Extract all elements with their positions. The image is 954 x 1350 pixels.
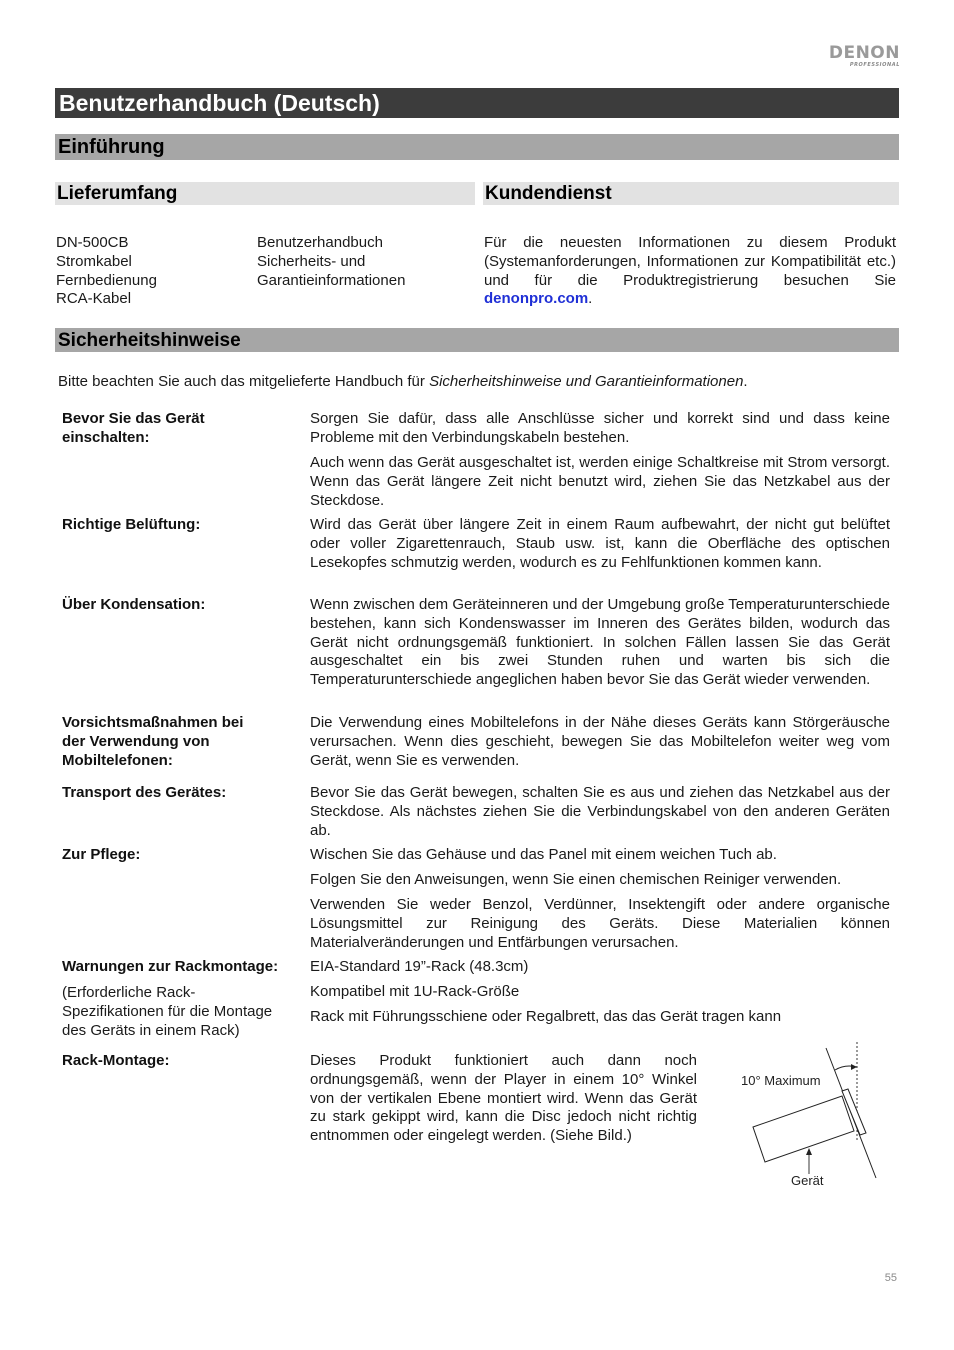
heading-kundendienst: Kundendienst xyxy=(483,182,899,205)
kundendienst-body: Für die neuesten Informationen zu diesem Produkt (Systemanforderungen, Informationen zur Kompatibilität etc.) und für die Produktregistrierung besuchen Sie xyxy=(484,234,896,289)
denon-logo xyxy=(828,44,900,68)
desc-kondensation: Wenn zwischen dem Geräteinneren und der Umgebung große Temperaturunterschiede bestehen, kann sich Kondenswasser im Inneren des Gerätes bilden, wodurch das Gerät nicht ordnungsgemäß funktioniert. In solchen Fällen lassen Sie das Gerät ausgeschaltet ein bis zwei Stunden ruhen und warten bis sich die Temperaturunterschiede angeglichen haben bevor Sie das Gerät wieder verwenden. xyxy=(310,596,890,689)
device-label: Gerät xyxy=(791,1173,824,1188)
label-mobiltelefone: Vorsichtsmaßnahmen bei der Verwendung von Mobiltelefonen: xyxy=(62,714,244,769)
denonpro-link[interactable]: denonpro.com xyxy=(484,290,589,308)
desc-bevor-einschalten-2: Auch wenn das Gerät ausgeschaltet ist, werden einige Schaltkreise mit Strom versorgt. Wenn das Gerät längere Zeit nicht benutzt wird, ziehen Sie das Netzkabel aus der Steckdose. xyxy=(310,454,890,509)
label-bevor-einschalten: Bevor Sie das Gerät einschalten: xyxy=(62,410,205,446)
list-item: Benutzerhandbuch xyxy=(257,234,383,251)
label-rack-montage: Rack-Montage: xyxy=(62,1052,170,1069)
desc-pflege-3: Verwenden Sie weder Benzol, Verdünner, Insektengift oder andere organische Lösungsmittel zur Reinigung des Geräts. Diese Materialien können Materialveränderungen und Entfärbungen verursachen. xyxy=(310,896,890,951)
desc-mobiltelefone: Die Verwendung eines Mobiltelefons in der Nähe dieses Geräts kann Störgeräusche verursachen. Wenn dies geschieht, bewegen Sie das Mobiltelefon weiter weg vom Gerät, wenn Sie es verwenden. xyxy=(310,714,890,769)
desc-belueftung: Wird das Gerät über längere Zeit in einem Raum aufbewahrt, der nicht gut belüftet oder voller Zigarettenrauch, Staub usw. ist, kann die Oberfläche des optischen Lesekopfes schmutzig werden, wodurch es zu Fehlfunktionen kommen kann. xyxy=(310,516,890,571)
rack-angle-diagram xyxy=(730,1040,890,1190)
label-rackmontage-warnungen: Warnungen zur Rackmontage: xyxy=(62,958,279,975)
desc-rack-1: EIA-Standard 19”-Rack (48.3cm) xyxy=(310,958,529,975)
desc-pflege-1: Wischen Sie das Gehäuse und das Panel mit einem weichen Tuch ab. xyxy=(310,846,777,863)
desc-bevor-einschalten-1: Sorgen Sie dafür, dass alle Anschlüsse sicher und korrekt sind und dass keine Probleme mit den Verbindungskabeln bestehen. xyxy=(310,410,890,446)
list-item: Stromkabel xyxy=(56,252,132,270)
page-title: Benutzerhandbuch (Deutsch) xyxy=(55,88,899,118)
list-item: Sicherheits- und xyxy=(257,252,366,270)
page-number: 55 xyxy=(884,1272,897,1284)
list-item: RCA-Kabel xyxy=(56,290,132,308)
device-pointer-arrowhead xyxy=(806,1148,812,1155)
contents-list-col2 xyxy=(257,234,467,290)
device-body xyxy=(753,1096,854,1162)
kundendienst-suffix: . xyxy=(588,290,593,308)
label-pflege: Zur Pflege: xyxy=(62,846,141,863)
heading-lieferumfang: Lieferumfang xyxy=(55,182,475,205)
section-heading-einfuehrung: Einführung xyxy=(55,134,899,160)
desc-rack-montage: Dieses Produkt funktioniert auch dann noch ordnungsgemäß, wenn der Player in einem 10° Winkel von der vertikalen Ebene montiert wird. Wenn das Gerät zu stark gekippt wird, kann die Disc jedoch nicht richtig entnommen oder eingelegt werden. (Siehe Bild.) xyxy=(310,1052,697,1145)
logo-brand: DENON xyxy=(828,43,900,63)
angle-label: 10° Maximum xyxy=(741,1073,821,1088)
desc-rack-3: Rack mit Führungsschiene oder Regalbrett, das das Gerät tragen kann xyxy=(310,1008,782,1025)
list-item: Fernbedienung xyxy=(56,271,157,289)
safety-intro-prefix: Bitte beachten Sie auch das mitgelieferte Handbuch für xyxy=(58,373,430,390)
label-kondensation: Über Kondensation: xyxy=(62,596,206,613)
kundendienst-text xyxy=(484,234,896,309)
heading-sicherheitshinweise: Sicherheitshinweise xyxy=(55,328,899,352)
angle-arrowhead xyxy=(851,1064,857,1070)
label-belueftung: Richtige Belüftung: xyxy=(62,516,201,533)
list-item: Garantieinformationen xyxy=(257,271,406,289)
safety-intro-suffix: . xyxy=(743,373,748,390)
logo-sub: PROFESSIONAL xyxy=(849,62,900,68)
desc-pflege-2: Folgen Sie den Anweisungen, wenn Sie einen chemischen Reiniger verwenden. xyxy=(310,871,842,888)
list-item: DN-500CB xyxy=(56,234,129,251)
desc-rack-2: Kompatibel mit 1U-Rack-Größe xyxy=(310,983,520,1000)
contents-list-col1 xyxy=(56,234,246,309)
sublabel-rack-spezifikationen: (Erforderliche Rack-Spezifikationen für die Montage des Geräts in einem Rack) xyxy=(62,984,273,1039)
safety-intro xyxy=(58,373,898,392)
label-transport: Transport des Gerätes: xyxy=(62,784,227,801)
safety-intro-italic: Sicherheitshinweise und Garantieinformationen xyxy=(429,373,744,390)
desc-transport: Bevor Sie das Gerät bewegen, schalten Sie es aus und ziehen das Netzkabel aus der Steckdose. Als nächstes ziehen Sie die Verbindungskabel von den anderen Geräten ab. xyxy=(310,784,890,839)
